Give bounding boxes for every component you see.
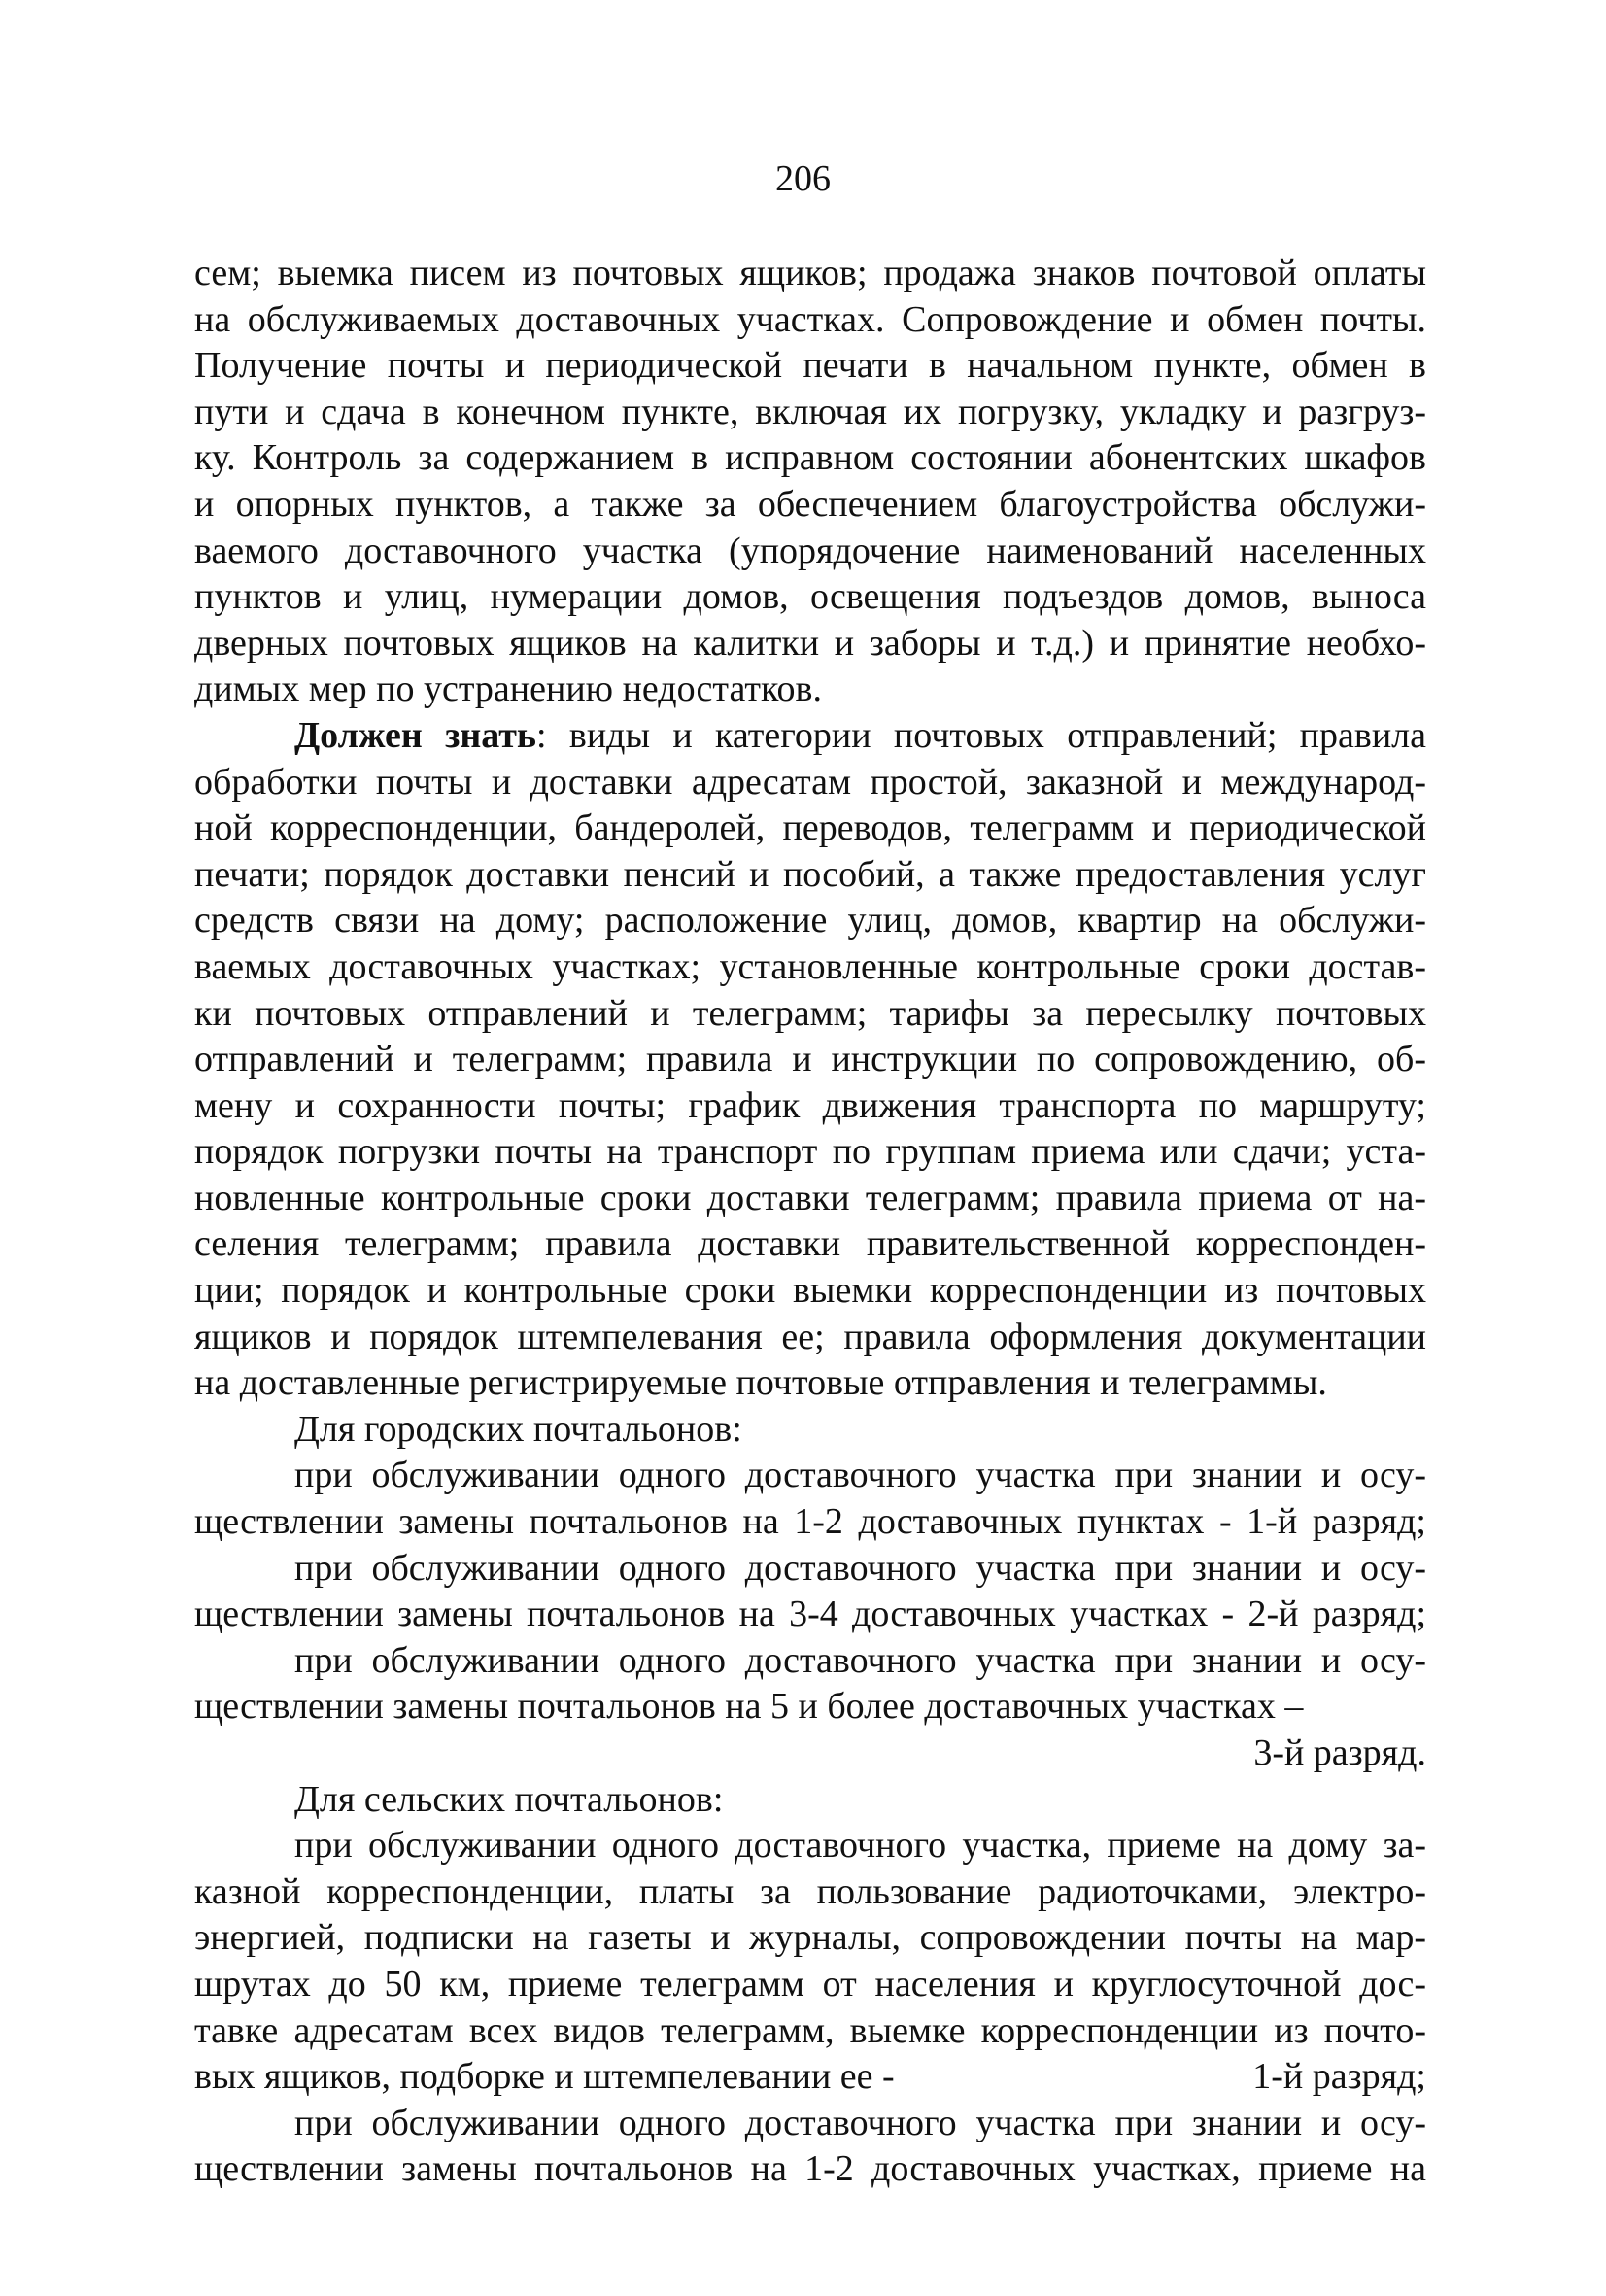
text-line: средств связи на дому; расположение улиц, домов, квартир на обслужи- xyxy=(194,900,1426,942)
text-line: ществлении замены почтальонов на 1-2 доставочных пунктах - 1-й разряд; xyxy=(194,1501,1426,1543)
grade-label: 3-й разряд. xyxy=(1253,1732,1426,1773)
text-line: ной корреспонденции, бандеролей, переводов, телеграмм и периодической xyxy=(194,807,1426,849)
text-line: обработки почты и доставки адресатам простой, заказной и международ- xyxy=(194,761,1426,803)
text-line: порядок погрузки почты на транспорт по группам приема или сдачи; уста- xyxy=(194,1131,1426,1173)
line-text: вых ящиков, подборке и штемпелевании ее - xyxy=(194,2056,895,2098)
text-line xyxy=(194,713,1426,760)
text-line: ществлении замены почтальонов на 1-2 доставочных участках, приеме на xyxy=(194,2148,1426,2190)
text-line: энергией, подписки на газеты и журналы, сопровождении почты на мар- xyxy=(194,1917,1426,1959)
text-line: и опорных пунктов, а также за обеспечением благоустройства обслужи- xyxy=(194,483,1426,525)
text-line: тавке адресатам всех видов телеграмм, выемке корреспонденции из почто- xyxy=(194,2009,1426,2051)
text-line: ваемого доставочного участка (упорядочение наименований населенных xyxy=(194,530,1426,571)
text-line: при обслуживании одного доставочного участка при знании и осу- xyxy=(294,2102,1426,2143)
text-line: пунктов и улиц, нумерации домов, освещения подъездов домов, выноса xyxy=(194,576,1426,618)
text-line: пути и сдача в конечном пункте, включая их погрузку, укладку и разгруз- xyxy=(194,391,1426,432)
text-line: на доставленные регистрируемые почтовые отправления и телеграммы. xyxy=(194,1362,1327,1404)
bold-term: Должен знать xyxy=(294,714,537,756)
text-line: ществлении замены почтальонов на 3-4 доставочных участках - 2-й разряд; xyxy=(194,1593,1426,1635)
grade-label: 1-й разряд; xyxy=(1252,2056,1426,2098)
text-line: ящиков и порядок штемпелевания ее; правила оформления документации xyxy=(194,1316,1426,1357)
text-line: дверных почтовых ящиков на калитки и заборы и т.д.) и принятие необхо- xyxy=(194,622,1426,664)
text-line: ществлении замены почтальонов на 5 и более доставочных участках – xyxy=(194,1686,1304,1728)
text-line: ки почтовых отправлений и телеграмм; тарифы за пересылку почтовых xyxy=(194,992,1426,1034)
text-line: ваемых доставочных участках; установленные контрольные сроки достав- xyxy=(194,945,1426,987)
text-line: казной корреспонденции, платы за пользование радиоточками, электро- xyxy=(194,1870,1426,1912)
text-line: печати; порядок доставки пенсий и пособий, а также предоставления услуг xyxy=(194,853,1426,895)
text-line: селения телеграмм; правила доставки правительственной корреспонден- xyxy=(194,1223,1426,1265)
text-line: при обслуживании одного доставочного участка при знании и осу- xyxy=(294,1639,1426,1681)
text-line: сем; выемка писем из почтовых ящиков; продажа знаков почтовой оплаты xyxy=(194,253,1426,293)
page-number: 206 xyxy=(775,158,831,199)
text-line: ку. Контроль за содержанием в исправном состоянии абонентских шкафов xyxy=(194,437,1426,479)
section-heading: Для городских почтальонов: xyxy=(294,1408,742,1450)
text-line: мену и сохранности почты; график движения транспорта по маршруту; xyxy=(194,1084,1426,1126)
text-line: на обслуживаемых доставочных участках. Сопровождение и обмен почты. xyxy=(194,298,1426,340)
section-heading: Для сельских почтальонов: xyxy=(294,1778,724,1820)
text-line: отправлений и телеграмм; правила и инструкции по сопровождению, об- xyxy=(194,1039,1426,1080)
text-line: новленные контрольные сроки доставки телеграмм; правила приема от на- xyxy=(194,1177,1426,1218)
body-text xyxy=(194,251,1426,2193)
text-line: Получение почты и периодической печати в начальном пункте, обмен в xyxy=(194,345,1426,387)
text-line: ции; порядок и контрольные сроки выемки корреспонденции из почтовых xyxy=(194,1270,1426,1312)
text-line xyxy=(194,2054,1426,2101)
text-line: при обслуживании одного доставочного участка при знании и осу- xyxy=(294,1547,1426,1589)
text-line: при обслуживании одного доставочного участка, приеме на дому за- xyxy=(294,1825,1426,1867)
text-line: при обслуживании одного доставочного участка при знании и осу- xyxy=(294,1455,1426,1496)
text-line: шрутах до 50 км, приеме телеграмм от населения и круглосуточной дос- xyxy=(194,1963,1426,2005)
text-line: димых мер по устранению недостатков. xyxy=(194,668,822,710)
term-continuation: : виды и категории почтовых отправлений; правила xyxy=(536,714,1426,756)
